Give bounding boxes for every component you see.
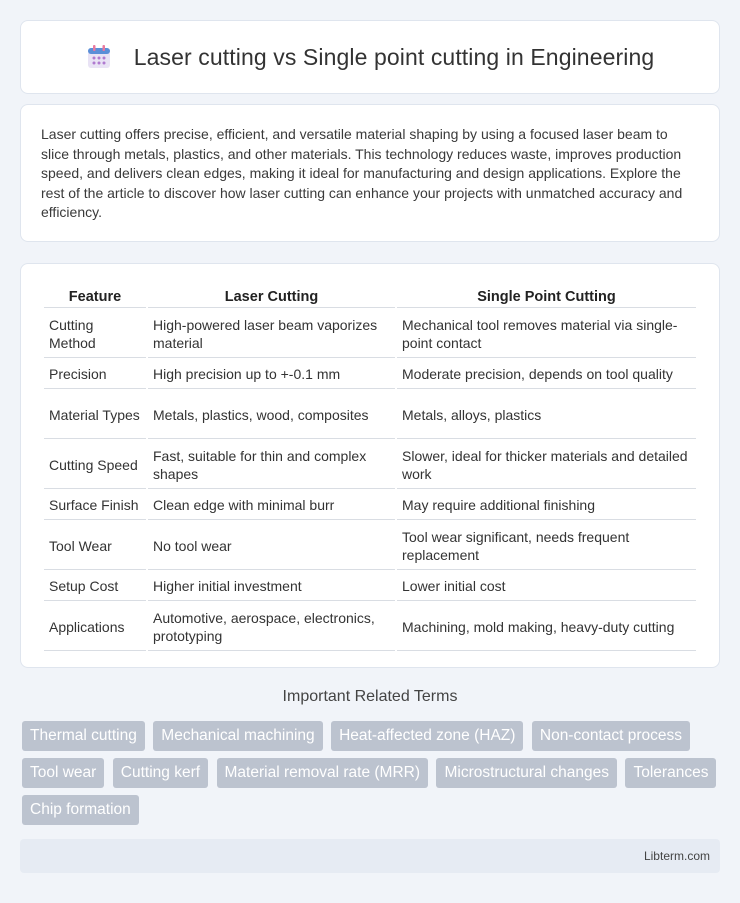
table-row: [44, 603, 696, 651]
single-point-cell: Lower initial cost: [397, 572, 696, 601]
feature-cell: Cutting Speed: [44, 441, 146, 489]
comparison-table-card: [20, 263, 720, 668]
laser-cell: Fast, suitable for thin and complex shapes: [148, 441, 395, 489]
term-tag[interactable]: Tool wear: [22, 758, 104, 788]
table-row: [44, 310, 696, 358]
footer-link[interactable]: Libterm.com: [643, 849, 710, 863]
intro-card: [20, 104, 720, 242]
header-feature: Feature: [44, 287, 146, 308]
page-title: Laser cutting vs Single point cutting in Engineering: [133, 43, 655, 70]
term-tag[interactable]: Material removal rate (MRR): [217, 758, 429, 788]
footer: [20, 839, 720, 873]
related-terms-list: [22, 721, 722, 832]
header-single-point: Single Point Cutting: [397, 287, 696, 308]
laser-cell: Automotive, aerospace, electronics, prototyping: [148, 603, 395, 651]
related-terms-title: Important Related Terms: [282, 688, 458, 705]
term-tag[interactable]: Thermal cutting: [22, 721, 145, 751]
feature-cell: Setup Cost: [44, 572, 146, 601]
feature-cell: Applications: [44, 603, 146, 651]
term-tag[interactable]: Chip formation: [22, 795, 139, 825]
term-tag[interactable]: Non-contact process: [532, 721, 690, 751]
header-laser: Laser Cutting: [148, 287, 395, 308]
table-row: [44, 441, 696, 489]
laser-cell: Higher initial investment: [148, 572, 395, 601]
laser-cell: Metals, plastics, wood, composites: [148, 391, 395, 439]
term-tag[interactable]: Microstructural changes: [436, 758, 617, 788]
single-point-cell: Slower, ideal for thicker materials and detailed work: [397, 441, 696, 489]
table-row: [44, 572, 696, 601]
table-row: [44, 360, 696, 389]
term-tag[interactable]: Heat-affected zone (HAZ): [331, 721, 523, 751]
single-point-cell: Machining, mold making, heavy-duty cutting: [397, 603, 696, 651]
laser-cell: High precision up to +-0.1 mm: [148, 360, 395, 389]
feature-cell: Cutting Method: [44, 310, 146, 358]
feature-cell: Material Types: [44, 391, 146, 439]
table-row: [44, 491, 696, 520]
laser-cell: Clean edge with minimal burr: [148, 491, 395, 520]
single-point-cell: May require additional finishing: [397, 491, 696, 520]
header-card: [20, 20, 720, 94]
single-point-cell: Moderate precision, depends on tool quality: [397, 360, 696, 389]
table-row: [44, 391, 696, 439]
single-point-cell: Mechanical tool removes material via single-point contact: [397, 310, 696, 358]
calendar-icon: [86, 44, 112, 70]
laser-cell: High-powered laser beam vaporizes material: [148, 310, 395, 358]
single-point-cell: Tool wear significant, needs frequent replacement: [397, 522, 696, 570]
term-tag[interactable]: Tolerances: [625, 758, 716, 788]
feature-cell: Surface Finish: [44, 491, 146, 520]
term-tag[interactable]: Cutting kerf: [113, 758, 208, 788]
term-tag[interactable]: Mechanical machining: [153, 721, 322, 751]
table-row: [44, 522, 696, 570]
single-point-cell: Metals, alloys, plastics: [397, 391, 696, 439]
comparison-table: [42, 285, 698, 653]
feature-cell: Tool Wear: [44, 522, 146, 570]
intro-text: Laser cutting offers precise, efficient, and versatile material shaping by using a focused laser beam to slice through metals, plastics, and other materials. This technology reduces waste, improves production speed, and delivers clean edges, making it ideal for manufacturing and design applications. Explore the rest of the article to discover how laser cutting can enhance your projects with unmatched accuracy and efficiency.: [41, 126, 683, 221]
feature-cell: Precision: [44, 360, 146, 389]
laser-cell: No tool wear: [148, 522, 395, 570]
